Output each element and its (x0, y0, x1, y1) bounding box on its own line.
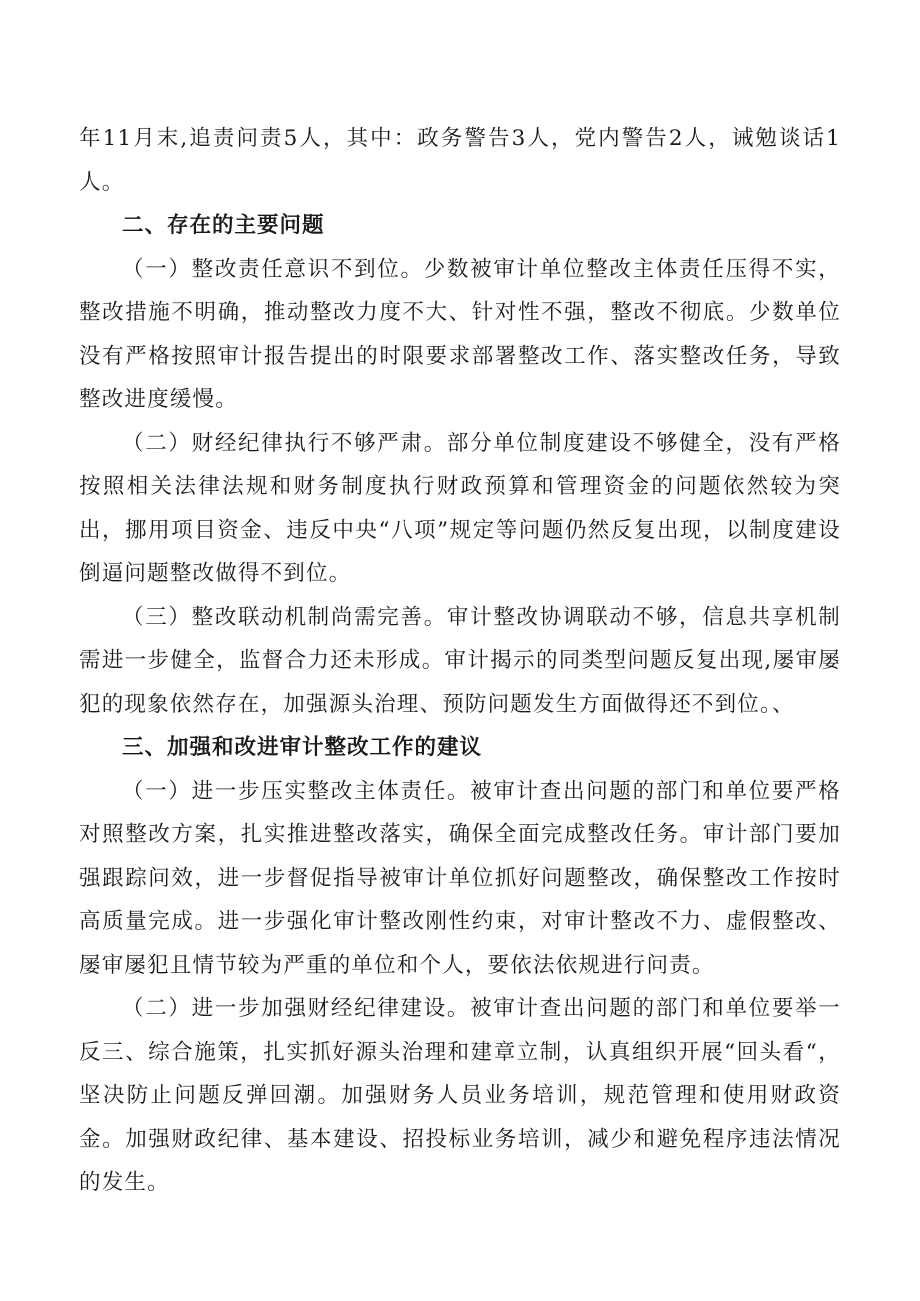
document-page (79, 117, 841, 1205)
section-2-paragraph-3: （三）整改联动机制尚需完善。审计整改协调联动不够，信息共享机制需进一步健全，监督合力还未形成。审计揭示的同类型问题反复出现,屡审屡犯的现象依然存在，加强源头治理、预防问题发生方面做得还不到位。、 (79, 604, 841, 717)
section-2-paragraph-2: （二）财经纪律执行不够严肃。部分单位制度建设不够健全，没有严格按照相关法律法规和财务制度执行财政预算和管理资金的问题依然较为突出，挪用项目资金、违反中央“八项”规定等问题仍然反复出现，以制度建设倒逼问题整改做得不到位。 (79, 430, 841, 586)
intro-continuation-paragraph: 年11月末,追责问责5人，其中：政务警告3人，党内警告2人，诫勉谈话1人。 (79, 126, 841, 195)
section-3-paragraph-2: （二）进一步加强财经纪律建设。被审计查出问题的部门和单位要举一反三、综合施策，扎实抓好源头治理和建章立制，认真组织开展“回头看“，坚决防止问题反弹回潮。加强财务人员业务培训，规范管理和使用财政资金。加强财政纪律、基本建设、招投标业务培训，减少和避免程序违法情况的发生。 (79, 996, 841, 1195)
section-2-paragraph-1: （一）整改责任意识不到位。少数被审计单位整改主体责任压得不实，整改措施不明确，推动整改力度不大、针对性不强，整改不彻底。少数单位没有严格按照审计报告提出的时限要求部署整改工作、落实整改任务，导致整改进度缓慢。 (79, 256, 841, 412)
section-3-heading: 三、加强和改进审计整改工作的建议 (122, 735, 483, 760)
section-3-paragraph-1: （一）进一步压实整改主体责任。被审计查出问题的部门和单位要严格对照整改方案，扎实推进整改落实，确保全面完成整改任务。审计部门要加强跟踪问效，进一步督促指导被审计单位抓好问题整改，确保整改工作按时高质量完成。进一步强化审计整改刚性约束，对审计整改不力、虚假整改、屡审屡犯且情节较为严重的单位和个人，要依法依规进行问责。 (79, 778, 841, 978)
section-2-heading: 二、存在的主要问题 (122, 213, 325, 238)
